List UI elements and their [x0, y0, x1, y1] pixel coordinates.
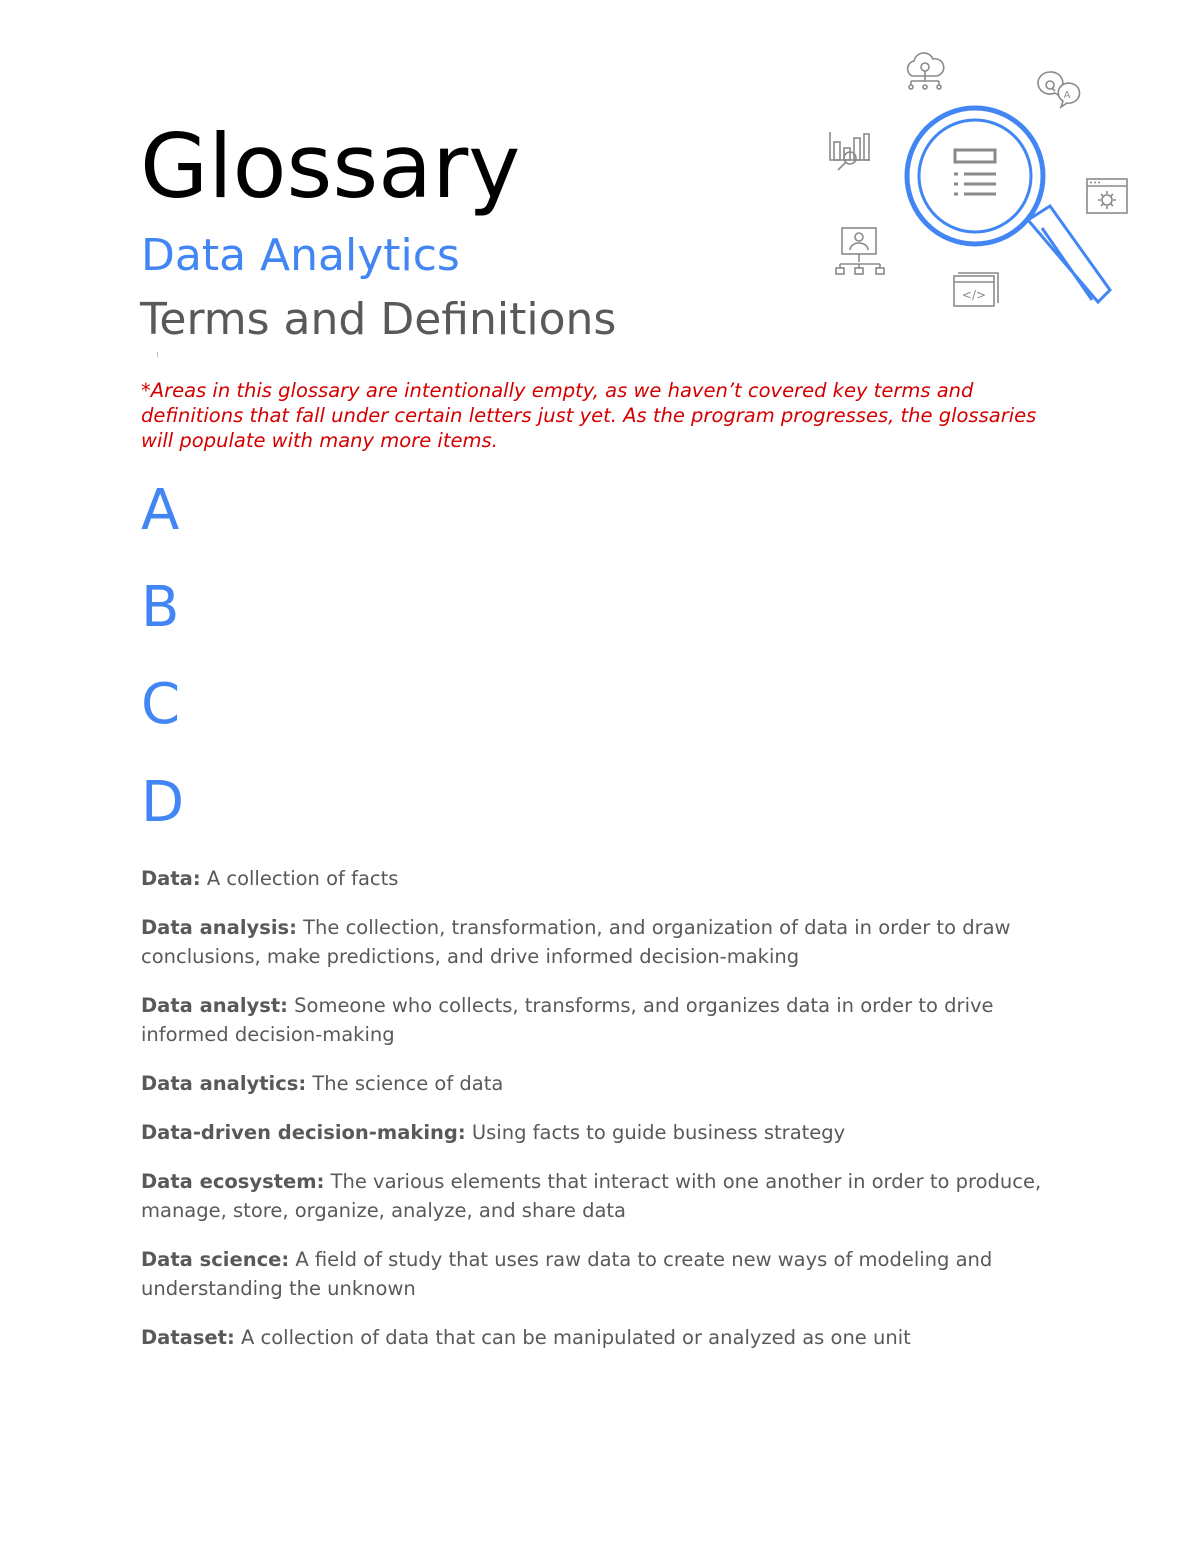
entry-definition: Someone who collects, transforms, and organizes data in order to drive informed decision-making: [141, 994, 994, 1046]
glossary-entry: [141, 864, 1081, 893]
entry-definition: A collection of facts: [200, 867, 399, 890]
glossary-entry: [141, 1245, 1081, 1303]
letter-heading-d: D: [141, 770, 185, 835]
glossary-entry: [141, 1118, 1081, 1147]
entry-term: Data analytics:: [141, 1072, 307, 1095]
glossary-entry: [141, 1167, 1081, 1225]
letter-heading-c: C: [141, 672, 181, 737]
glossary-note: *Areas in this glossary are intentionally empty, as we haven’t covered key terms and definitions that fall under certain letters just yet. As the program progresses, the glossaries will populate with many more items.: [141, 379, 1037, 452]
code-window-icon: [952, 272, 1000, 312]
page-title: Glossary: [140, 115, 521, 218]
entry-definition: A field of study that uses raw data to create new ways of modeling and understanding the unknown: [141, 1248, 993, 1300]
entry-definition: Using facts to guide business strategy: [465, 1121, 846, 1144]
entry-term: Data science:: [141, 1248, 290, 1271]
svg-text:A: A: [1063, 90, 1071, 101]
entry-term: Data-driven decision-making:: [141, 1121, 466, 1144]
chart-search-icon: [826, 128, 874, 176]
cloud-network-icon: [900, 48, 950, 94]
entry-term: Data analyst:: [141, 994, 288, 1017]
glossary-entry: [141, 991, 1081, 1049]
hero-illustration: [820, 40, 1140, 320]
letter-heading-a: A: [141, 478, 180, 543]
page-subtitle: Data Analytics: [141, 230, 460, 281]
glossary-entry: [141, 913, 1081, 971]
entry-term: Data analysis:: [141, 916, 297, 939]
browser-settings-icon: [1084, 176, 1130, 218]
user-network-icon: [834, 226, 886, 276]
glossary-entry: [141, 1323, 1081, 1352]
entry-term: Data:: [141, 867, 201, 890]
entry-term: Data ecosystem:: [141, 1170, 325, 1193]
entry-definition: A collection of data that can be manipulated or analyzed as one unit: [234, 1326, 911, 1349]
entry-definition: The various elements that interact with one another in order to produce, manage, store, organize, analyze, and share data: [141, 1170, 1042, 1222]
page-subheading: Terms and Definitions: [140, 294, 617, 345]
decorative-mark: [157, 352, 158, 357]
glossary-entry: [141, 1069, 1081, 1098]
entry-definition: The collection, transformation, and organization of data in order to draw conclusions, make predictions, and drive informed decision-making: [141, 916, 1011, 968]
entry-term: Dataset:: [141, 1326, 235, 1349]
entry-definition: The science of data: [306, 1072, 504, 1095]
letter-heading-b: B: [141, 575, 180, 640]
glossary-entries: [141, 864, 1081, 1372]
svg-text:</>: </>: [961, 288, 987, 302]
magnifying-glass-list-icon: [902, 100, 1112, 310]
